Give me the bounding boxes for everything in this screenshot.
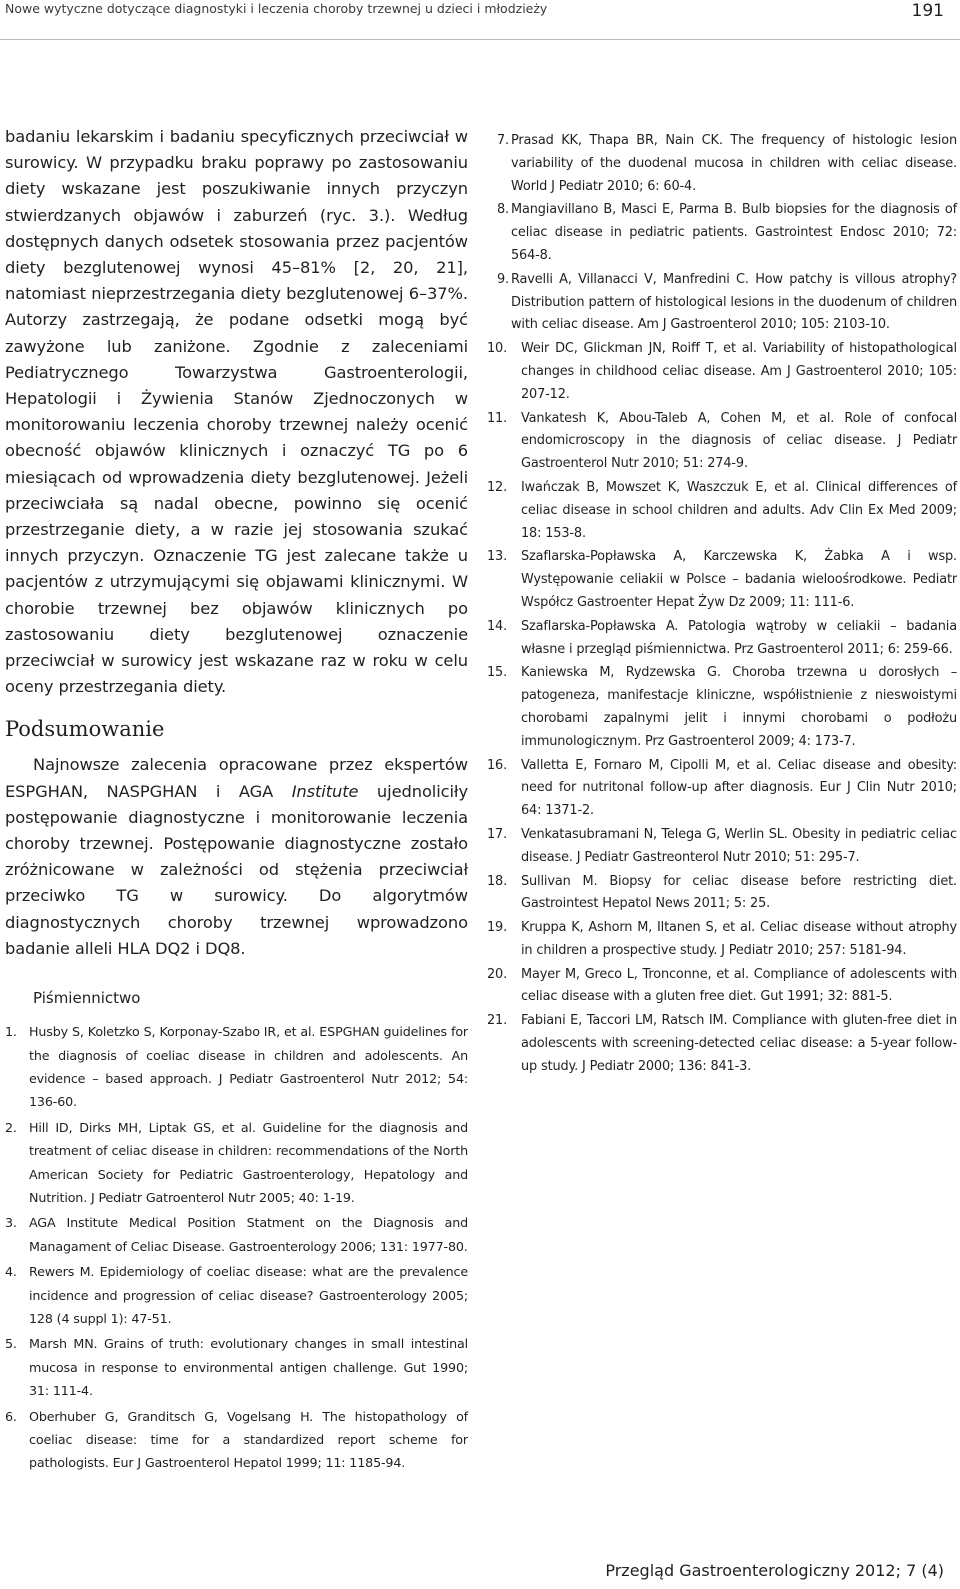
reference-item <box>487 755 957 823</box>
reference-item <box>487 338 957 406</box>
reference-text: Sullivan M. Biopsy for celiac disease before restricting diet. Gastrointest Hepatol News 2011; 5: 25. <box>521 873 957 912</box>
references-heading: Piśmiennictwo <box>33 989 141 1008</box>
reference-text: Mayer M, Greco L, Tronconne, et al. Compliance of adolescents with celiac disease with a gluten free diet. Gut 1991; 32: 881-5. <box>521 966 957 1005</box>
reference-number: 7. <box>497 133 509 148</box>
reference-text: Szaflarska-Popławska A, Karczewska K, Żabka A i wsp. Występowanie celiakii w Polsce – badania wieloośrodkowe. Pediatr Współcz Gastroenter Hepat Żyw Dz 2009; 11: 111-6. <box>521 549 957 610</box>
reference-item <box>497 130 957 198</box>
header-rule <box>0 39 960 40</box>
reference-item <box>5 1020 468 1114</box>
section-heading-summary: Podsumowanie <box>5 717 165 742</box>
reference-item <box>497 269 957 337</box>
reference-text: Mangiavillano B, Masci E, Parma B. Bulb biopsies for the diagnosis of celiac disease in pediatric patients. Gastrointest Endosc 2010; 72: 564-8. <box>511 202 957 263</box>
reference-text: Ravelli A, Villanacci V, Manfredini C. How patchy is villous atrophy? Distribution pattern of histological lesions in the duodenum of children with celiac disease. Am J Gastroenterol 2010; 105: 2103-10. <box>511 271 957 333</box>
reference-number: 10. <box>487 341 508 357</box>
page-number: 191 <box>911 1 944 21</box>
reference-text: Hill ID, Dirks MH, Liptak GS, et al. Guideline for the diagnosis and treatment of celiac disease in children: recommendations of the North American Society for Pediatric Gastroenterology, Hepatology and Nutrition. J Pediatr Gatroenterol Nutr 2005; 40: 1-19. <box>29 1119 468 1205</box>
reference-item <box>5 1260 468 1330</box>
reference-text: Kruppa K, Ashorn M, Iltanen S, et al. Celiac disease without atrophy in children a prospective study. J Pediatr 2010; 257: 5181-94. <box>521 920 957 958</box>
reference-number: 19. <box>487 920 508 936</box>
reference-item <box>487 871 957 917</box>
left-column <box>5 124 468 1477</box>
reference-text: AGA Institute Medical Position Statment on the Diagnosis and Managament of Celiac Disease. Gastroenterology 2006; 131: 1977-80. <box>29 1215 468 1254</box>
reference-number: 15. <box>487 665 508 681</box>
reference-text: Szaflarska-Popławska A. Patologia wątroby w celiakii – badania własne i przegląd piśmiennictwa. Prz Gastroenterol 2011; 6: 259-66. <box>521 618 957 657</box>
reference-text: Kaniewska M, Rydzewska G. Choroba trzewna u dorosłych – patogeneza, manifestacje kliniczne, współistnienie z nieswoistymi chorobami zapalnymi jelit i innymi chorobami o podłożu immunologicznym. Prz Gastroenterol 2009; 4: 173-7. <box>521 665 957 749</box>
summary-paragraph <box>5 752 468 962</box>
reference-number: 13. <box>487 549 508 565</box>
reference-item <box>487 408 957 476</box>
reference-item <box>487 616 957 662</box>
reference-item <box>5 1116 468 1210</box>
right-column <box>487 130 957 1080</box>
reference-text: Iwańczak B, Mowszet K, Waszczuk E, et al. Clinical differences of celiac disease in school children and adults. Adv Clin Ex Med 2009; 18: 153-8. <box>521 479 957 541</box>
reference-number: 3. <box>5 1215 17 1231</box>
reference-item <box>5 1405 468 1475</box>
reference-number: 16. <box>487 757 508 773</box>
reference-item <box>497 199 957 267</box>
reference-text: Prasad KK, Thapa BR, Nain CK. The frequency of histologic lesion variability of the duodenal mucosa in children with celiac disease. World J Pediatr 2010; 6: 60-4. <box>511 133 957 194</box>
reference-text: Oberhuber G, Granditsch G, Vogelsang H. The histopathology of coeliac disease: time for a standardized report scheme for pathologists. Eur J Gastroenterol Hepatol 1999; 11: 1185-94. <box>29 1408 468 1471</box>
summary-italic: Institute <box>291 781 359 801</box>
summary-text-2: ujednoliciły postępowanie diagnostyczne i monitorowanie leczenia choroby trzewnej. Postępowanie diagnostyczne zostało zróżnicowane w zależności od stężenia przeciwciał przeciwko TG w surowicy. Do algorytmów diagnostycznych choroby trzewnej wprowadzono badanie alleli HLA DQ2 i DQ8. <box>5 781 468 958</box>
reference-number: 14. <box>487 618 508 634</box>
reference-number: 12. <box>487 479 508 495</box>
reference-number: 2. <box>5 1119 17 1135</box>
running-title: Nowe wytyczne dotyczące diagnostyki i leczenia choroby trzewnej u dzieci i młodzieży <box>5 1 548 16</box>
reference-item <box>487 546 957 614</box>
reference-number: 9. <box>497 271 509 287</box>
reference-number: 8. <box>497 202 509 218</box>
reference-text: Vankatesh K, Abou-Taleb A, Cohen M, et al. Role of confocal endomicroscopy in the diagnosis of celiac disease. J Pediatr Gastroenterol Nutr 2010; 51: 274-9. <box>521 410 957 472</box>
reference-text: Venkatasubramani N, Telega G, Werlin SL. Obesity in pediatric celiac disease. J Pediatr Gastreonterol Nutr 2010; 51: 295-7. <box>521 826 957 865</box>
reference-item <box>487 477 957 545</box>
reference-text: Husby S, Koletzko S, Korponay-Szabo IR, et al. ESPGHAN guidelines for the diagnosis of coeliac disease in children and adolescents. An evidence – based approach. J Pediatr Gastroenterol Nutr 2012; 54: 136-60. <box>29 1024 468 1110</box>
reference-item <box>487 1010 957 1078</box>
summary-text-1: Najnowsze zalecenia opracowane przez ekspertów ESPGHAN, NASPGHAN i AGA <box>5 755 468 801</box>
body-paragraph: badaniu lekarskim i badaniu specyficznych przeciwciał w surowicy. W przypadku braku poprawy po zastosowaniu diety wskazane jest poszukiwanie innych przyczyn stwierdzanych objawów i zaburzeń (ryc. 3.). Według dostępnych danych odsetek stosowania przez pacjentów diety bezglutenowej wynosi 45–81% [2, 20, 21], natomiast nieprzestrzegania diety bezglutenowej 6–37%. Autorzy zastrzegają, że podane odsetki mogą być zawyżone lub zaniżone. Zgodnie z zaleceniami Pediatrycznego Towarzystwa Gastroenterologii, Hepatologii i Żywienia Stanów Zjednoczonych w monitorowaniu leczenia choroby trzewnej należy ocenić obecność objawów klinicznych i oznaczyć TG po 6 miesiącach od wprowadzenia diety bezglutenowej. Jeżeli przeciwciała są nadal obecne, powinno się ocenić przestrzeganie diety, a w razie jej stosowania szukać innych przyczyn. Oznaczenie TG jest zalecane także u pacjentów z utrzymującymi się objawami klinicznymi. W chorobie trzewnej bez objawów klinicznych po zastosowaniu diety bezglutenowej oznaczenie przeciwciał w surowicy jest wskazane raz w roku w celu oceny przestrzegania diety. <box>5 127 468 697</box>
reference-text: Fabiani E, Taccori LM, Ratsch IM. Compliance with gluten-free diet in adolescents with screening-detected celiac disease: a 5-year follow-up study. J Pediatr 2000; 136: 841-3. <box>521 1013 957 1074</box>
reference-number: 4. <box>5 1264 17 1280</box>
reference-item <box>487 662 957 753</box>
reference-number: 1. <box>5 1024 17 1040</box>
reference-number: 18. <box>487 873 508 889</box>
reference-list-right <box>487 130 957 1079</box>
reference-item <box>487 824 957 870</box>
reference-item <box>487 964 957 1010</box>
journal-footer: Przegląd Gastroenterologiczny 2012; 7 (4) <box>605 1561 944 1580</box>
reference-item <box>5 1332 468 1402</box>
reference-number: 5. <box>5 1336 17 1352</box>
reference-number: 20. <box>487 966 508 982</box>
reference-text: Marsh MN. Grains of truth: evolutionary changes in small intestinal mucosa in response to environmental antigen challenge. Gut 1990; 31: 111-4. <box>29 1336 468 1399</box>
reference-text: Weir DC, Glickman JN, Roiff T, et al. Variability of histopathological changes in childhood celiac disease. Am J Gastroenterol 2010; 105: 207-12. <box>521 341 957 402</box>
reference-list-left <box>5 1020 468 1475</box>
reference-number: 17. <box>487 826 508 842</box>
reference-number: 11. <box>487 410 508 426</box>
reference-text: Rewers M. Epidemiology of coeliac disease: what are the prevalence incidence and progression of celiac disease? Gastroenterology 2005; 128 (4 suppl 1): 47-51. <box>29 1264 468 1326</box>
page-header <box>0 0 960 42</box>
reference-number: 21. <box>487 1013 508 1029</box>
reference-number: 6. <box>5 1408 17 1424</box>
reference-text: Valletta E, Fornaro M, Cipolli M, et al. Celiac disease and obesity: need for nutritonal follow-up after diagnosis. Eur J Clin Nutr 2010; 64: 1371-2. <box>521 757 957 819</box>
reference-item <box>5 1211 468 1258</box>
reference-item <box>487 917 957 963</box>
